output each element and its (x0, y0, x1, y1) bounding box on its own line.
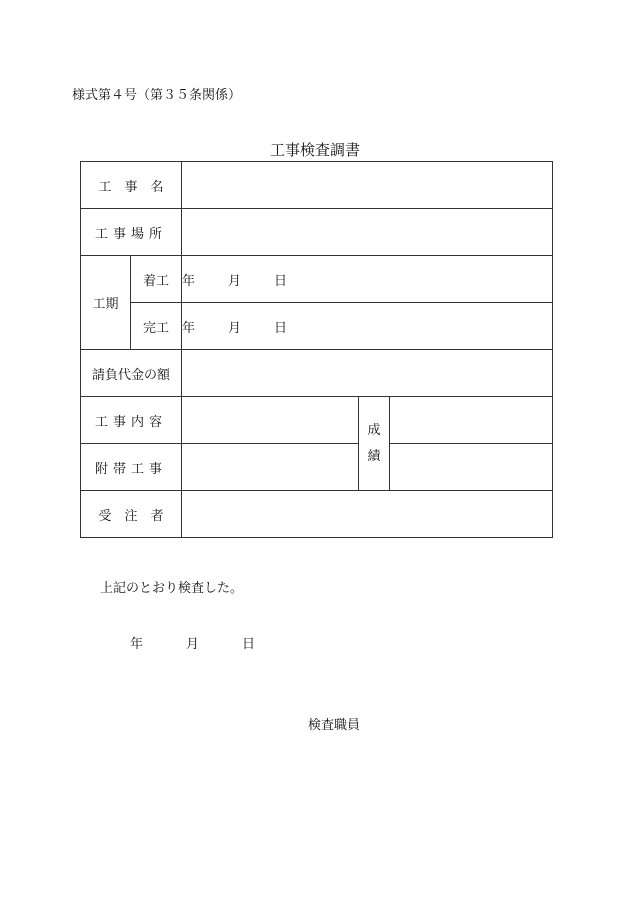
contract-amount-value[interactable] (182, 350, 553, 397)
table-row (81, 209, 553, 256)
month-unit: 月 (186, 637, 200, 652)
grade-label (359, 397, 390, 491)
inspection-date (130, 633, 255, 652)
form-number: 様式第４号（第３５条関係） (72, 88, 242, 103)
inspector-label: 検査職員 (308, 718, 361, 733)
year-unit: 年 (182, 320, 196, 336)
incidental-work-value[interactable] (182, 444, 359, 491)
end-date-value[interactable] (182, 303, 553, 350)
work-content-value[interactable] (182, 397, 359, 444)
table-row (81, 397, 553, 444)
year-unit: 年 (130, 637, 144, 652)
day-unit: 日 (274, 320, 288, 336)
table-row (81, 444, 553, 491)
grade-value-2[interactable] (390, 444, 553, 491)
work-period-label: 工期 (81, 256, 131, 350)
start-date-value[interactable] (182, 256, 553, 303)
work-name-label: 工 事 名 (81, 162, 182, 209)
table-row (81, 350, 553, 397)
contract-amount-label: 請負代金の額 (81, 350, 182, 397)
table-row (81, 303, 553, 350)
work-name-value[interactable] (182, 162, 553, 209)
document-title: 工事検査調書 (269, 141, 360, 159)
grade-value-1[interactable] (390, 397, 553, 444)
month-unit: 月 (228, 273, 242, 289)
day-unit: 日 (242, 637, 256, 652)
table-row (81, 491, 553, 538)
grade-char-2: 績 (367, 448, 381, 464)
work-location-label: 工事場所 (81, 209, 182, 256)
month-unit: 月 (228, 320, 242, 336)
work-location-value[interactable] (182, 209, 553, 256)
end-label: 完工 (131, 303, 182, 350)
grade-char-1: 成 (367, 422, 381, 438)
day-unit: 日 (274, 273, 288, 289)
year-unit: 年 (182, 273, 196, 289)
table-row (81, 256, 553, 303)
incidental-work-label: 附帯工事 (81, 444, 182, 491)
statement: 上記のとおり検査した。 (100, 581, 244, 596)
contractor-label: 受 注 者 (81, 491, 182, 538)
inspection-table (80, 161, 553, 538)
start-label: 着工 (131, 256, 182, 303)
work-content-label: 工事内容 (81, 397, 182, 444)
contractor-value[interactable] (182, 491, 553, 538)
table-row (81, 162, 553, 209)
